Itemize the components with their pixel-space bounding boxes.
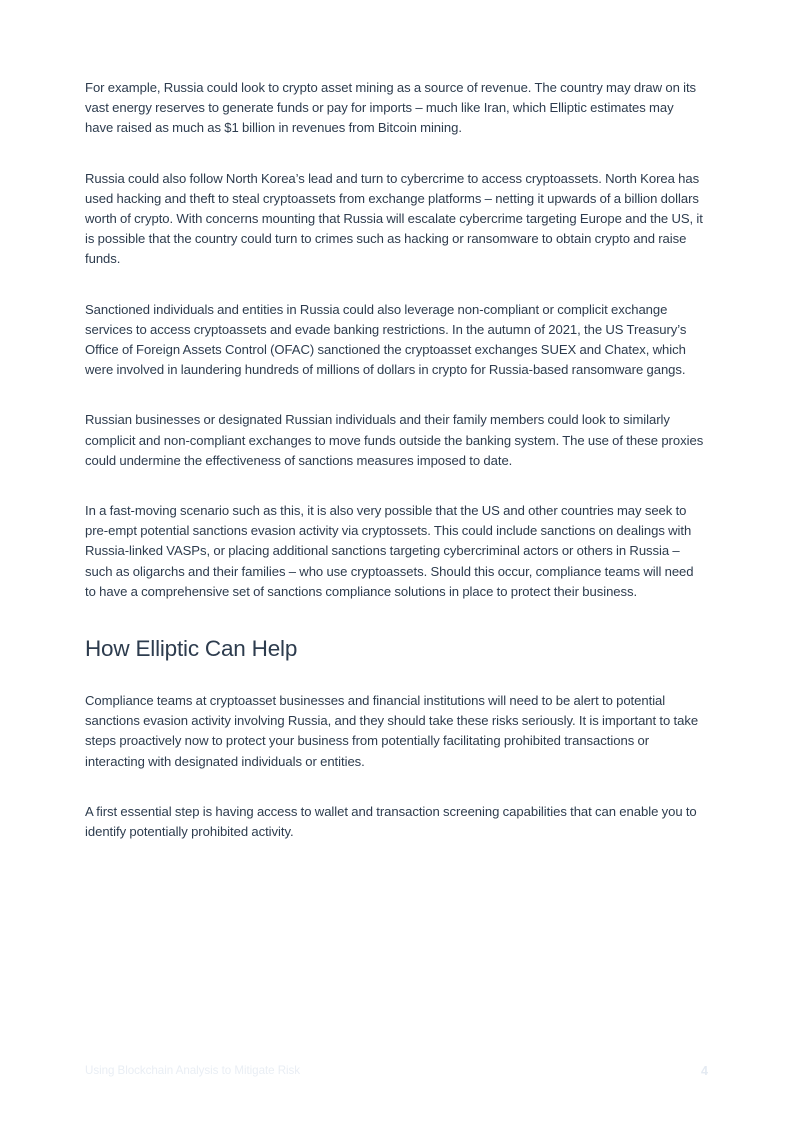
paragraph-3: Sanctioned individuals and entities in Russia could also leverage non-compliant or complicit exchange services to access cryptoassets and evade banking restrictions. In the autumn of 2021, the US Treasury’s Office of Foreign Assets Control (OFAC) sanctioned the cryptoasset exchanges SUEX and Chatex, which were involved in laundering hundreds of millions of dollars in crypto for Russia-based ransomware gangs. — [85, 301, 687, 378]
page-content — [85, 78, 705, 842]
section-heading-block — [85, 635, 705, 663]
section-paragraph-2: A first essential step is having access to wallet and transaction screening capabilities that can enable you to identify potentially prohibited activity. — [85, 803, 697, 840]
footer-page-number: 4 — [701, 1064, 708, 1078]
paragraph-5: In a fast-moving scenario such as this, it is also very possible that the US and other countries may seek to pre-empt potential sanctions evasion activity via cryptossets. This could include sanctions on dealings with Russia-linked VASPs, or placing additional sanctions targeting cybercriminal actors or others in Russia – such as oligarchs and their families – who use cryptoassets. Should this occur, compliance teams will need to have a comprehensive set of sanctions compliance solutions in place to protect their business. — [85, 503, 694, 599]
section-heading-how-elliptic-can-help: How Elliptic Can Help — [85, 636, 298, 662]
section-paragraph-1: Compliance teams at cryptoasset businesses and financial institutions will need to be alert to potential sanctions evasion activity involving Russia, and they should take these risks seriously. It is important to take steps proactively now to protect your business from potentially facilitating prohibited transactions or interacting with designated individuals or entities. — [85, 693, 699, 769]
page-footer — [85, 1061, 708, 1081]
paragraph-2: Russia could also follow North Korea’s lead and turn to cybercrime to access cryptoassets. North Korea has used hacking and theft to steal cryptoassets from exchange platforms – netting it upwards of a billion dollars worth of crypto. With concerns mounting that Russia will escalate cybercrime targeting Europe and the US, it is possible that the country could turn to crimes such as hacking or ransomware to obtain crypto and raise funds. — [85, 170, 703, 267]
paragraph-1: For example, Russia could look to crypto asset mining as a source of revenue. The country may draw on its vast energy reserves to generate funds or pay for imports – much like Iran, which Elliptic estimates may have raised as much as $1 billion in revenues from Bitcoin mining. — [85, 80, 697, 136]
paragraph-4: Russian businesses or designated Russian individuals and their family members could look to similarly complicit and non-compliant exchanges to move funds outside the banking system. The use of these proxies could undermine the effectiveness of sanctions measures imposed to date. — [85, 412, 704, 468]
footer-document-title: Using Blockchain Analysis to Mitigate Risk — [85, 1064, 301, 1077]
